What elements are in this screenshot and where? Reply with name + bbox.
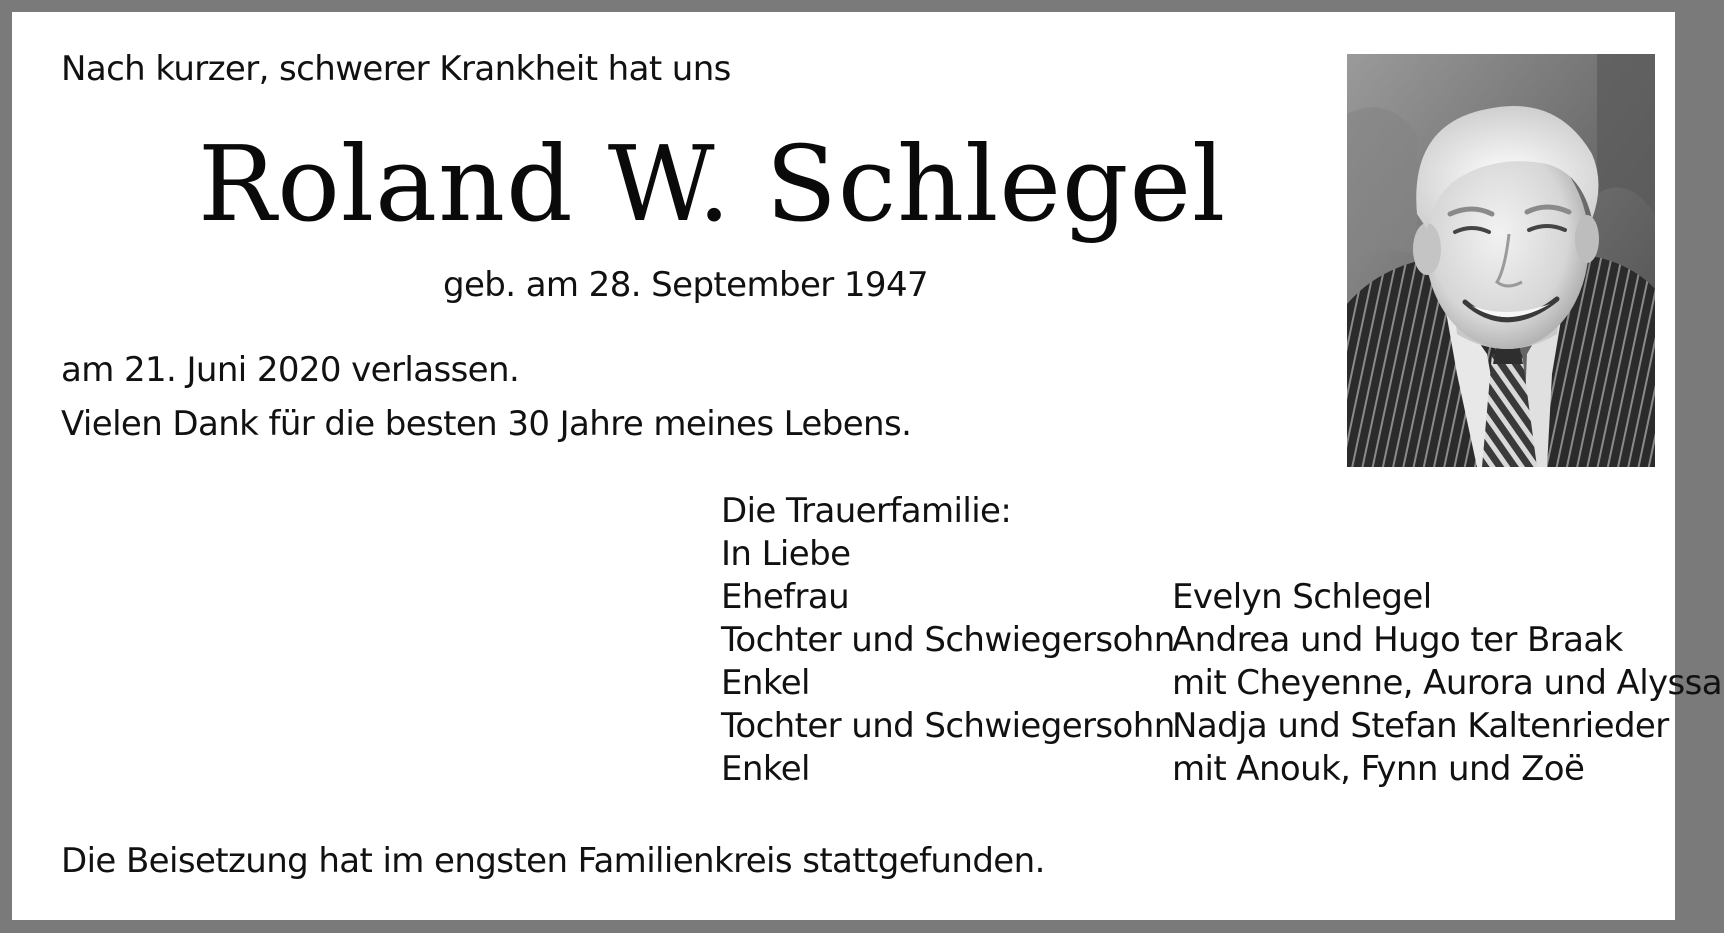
family-love: In Liebe: [721, 534, 851, 574]
family-relation: Tochter und Schwiegersohn: [721, 620, 1175, 660]
family-names: Evelyn Schlegel: [1172, 577, 1432, 617]
death-date: am 21. Juni 2020 verlassen.: [61, 350, 520, 390]
family-relation: Enkel: [721, 663, 810, 703]
family-names: Andrea und Hugo ter Braak: [1172, 620, 1623, 660]
thanks-text: Vielen Dank für die besten 30 Jahre meines Lebens.: [61, 404, 912, 444]
birth-date: geb. am 28. September 1947: [443, 265, 929, 305]
family-names: mit Cheyenne, Aurora und Alyssa: [1172, 663, 1723, 703]
obituary-notice: [12, 12, 1723, 920]
family-heading: Die Trauerfamilie:: [721, 491, 1012, 531]
intro-text: Nach kurzer, schwerer Krankheit hat uns: [61, 49, 731, 89]
family-names: Nadja und Stefan Kaltenrieder: [1172, 706, 1669, 746]
family-names: mit Anouk, Fynn und Zoë: [1172, 749, 1585, 789]
family-relation: Ehefrau: [721, 577, 850, 617]
family-relation: Enkel: [721, 749, 810, 789]
deceased-name: Roland W. Schlegel: [198, 123, 1227, 245]
burial-note: Die Beisetzung hat im engsten Familienkreis stattgefunden.: [61, 841, 1045, 881]
family-relation: Tochter und Schwiegersohn: [721, 706, 1175, 746]
portrait-photo: [1347, 54, 1655, 467]
